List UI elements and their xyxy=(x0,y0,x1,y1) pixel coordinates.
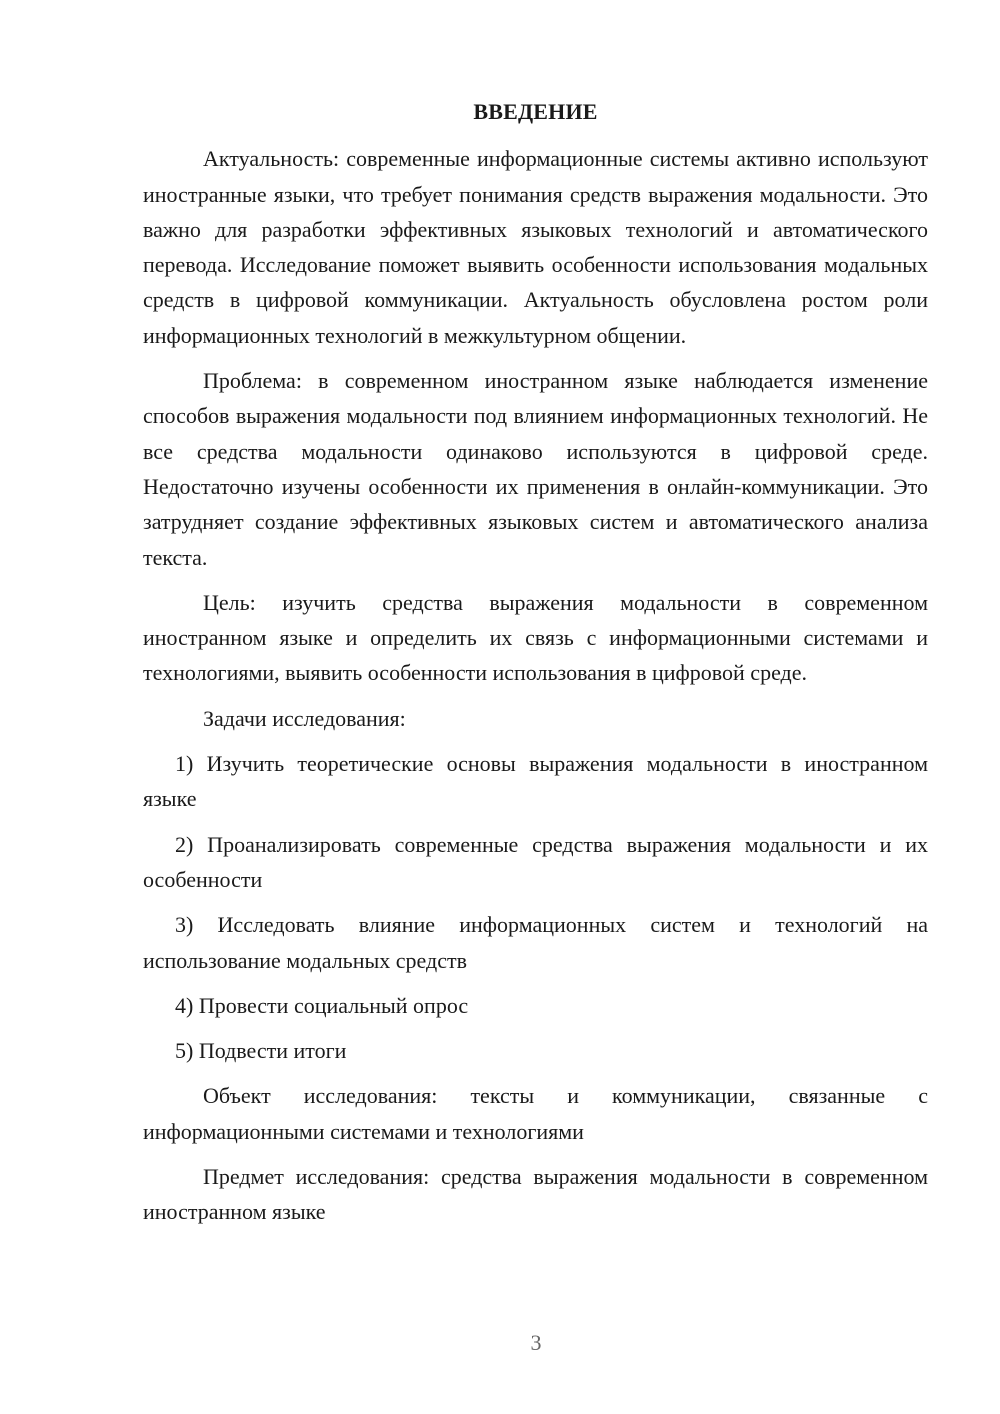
goal-paragraph: Цель: изучить средства выражения модальности в современном иностранном языке и определить их связь с информационными системами и технологиями, выявить особенности использования в цифровой среде. xyxy=(143,589,928,686)
page-body xyxy=(143,94,928,1240)
relevance-paragraph: Актуальность: современные информационные системы активно используют иностранные языки, что требует понимания средств выражения модальности. Это важно для разработки эффективных языковых технологий и автоматического перевода. Исследование поможет выявить особенности использования модальных средств в цифровой коммуникации. Актуальность обусловлена ростом роли информационных технологий в межкультурном общении. xyxy=(143,146,928,348)
list-item: 4) Провести социальный опрос xyxy=(175,992,469,1018)
list-item: 2) Проанализировать современные средства выражения модальности и их особенности xyxy=(143,831,928,892)
section-title: ВВЕДЕНИЕ xyxy=(473,99,598,124)
tasks-list xyxy=(143,746,928,1068)
page-number: 3 xyxy=(530,1330,542,1355)
tasks-heading: Задачи исследования: xyxy=(203,705,406,731)
object-paragraph: Объект исследования: тексты и коммуникации, связанные с информационными системами и технологиями xyxy=(143,1083,928,1144)
problem-paragraph: Проблема: в современном иностранном языке наблюдается изменение способов выражения модальности под влиянием информационных технологий. Не все средства модальности одинаково используются в цифровой среде. Недостаточно изучены особенности их применения в онлайн-коммуникации. Это затрудняет создание эффективных языковых систем и автоматического анализа текста. xyxy=(143,368,928,570)
list-item: 1) Изучить теоретические основы выражения модальности в иностранном языке xyxy=(143,751,928,812)
list-item: 3) Исследовать влияние информационных систем и технологий на использование модальных средств xyxy=(143,912,928,973)
list-item: 5) Подвести итоги xyxy=(175,1038,347,1064)
subject-paragraph: Предмет исследования: средства выражения модальности в современном иностранном языке xyxy=(143,1164,928,1225)
